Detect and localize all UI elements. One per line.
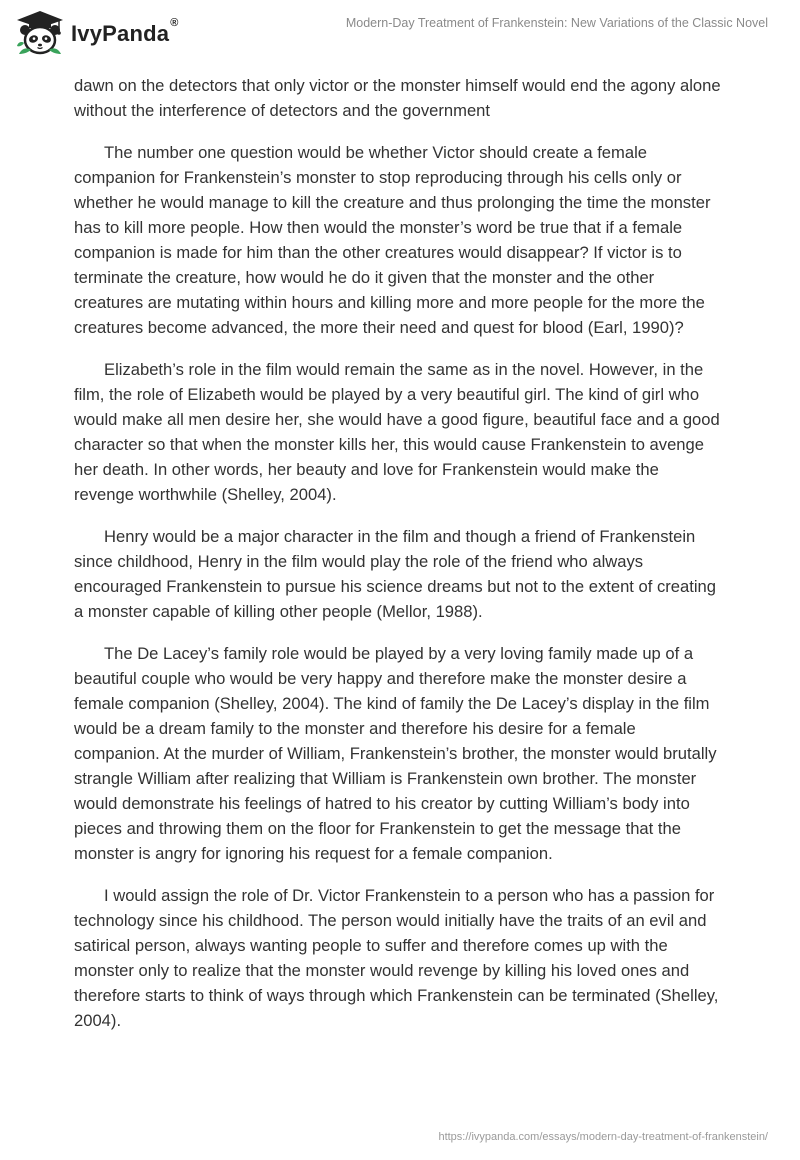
document-title: Modern-Day Treatment of Frankenstein: New Variations of the Classic Novel <box>345 16 768 30</box>
paragraph-elizabeth: Elizabeth’s role in the film would remain the same as in the novel. However, in the film, the role of Elizabeth would be played by a very beautiful girl. The kind of girl who would make all men desire her, she would have a good figure, beautiful face and a good character so that when the monster kills her, this would cause Frankenstein to avenge her death. In other words, her beauty and love for Frankenstein would make the revenge worthwhile (Shelley, 2004). <box>74 360 720 504</box>
paragraph-victor-role: I would assign the role of Dr. Victor Frankenstein to a person who has a passion for technology since his childhood. The person would initially have the traits of an evil and satirical person, always wanting people to suffer and therefore comes up with the monster only to realize that the monster would revenge by killing his loved ones and therefore starts to think of ways through which Frankenstein can be terminated (Shelley, 2004). <box>74 886 719 1030</box>
brand-name-text: IvyPanda <box>71 21 170 46</box>
essay-body <box>74 73 734 1050</box>
paragraph-victor-question: The number one question would be whether Victor should create a female companion for Frankenstein’s monster to stop reproducing through his cells only or whether he would manage to kill the creature and thus prolonging the time the monster has to kill more people. How then would the monster’s word be true that if a female companion is made for him than the other creatures would disappear? If victor is to terminate the creature, how would he do it given that the monster and the other creatures are mutating within hours and killing more and more people for the more the creatures become advanced, the more their need and quest for blood (Earl, 1990)? <box>74 143 711 337</box>
panda-graduate-icon <box>15 10 65 56</box>
page-header <box>0 0 800 60</box>
paragraph-henry: Henry would be a major character in the film and though a friend of Frankenstein since childhood, Henry in the film would play the role of the friend who always encouraged Frankenstein to pursue his science dreams but not to the extent of creating a monster capable of killing other people (Mellor, 1988). <box>74 527 717 621</box>
ivypanda-logo[interactable] <box>15 10 179 56</box>
paragraph-continuation: dawn on the detectors that only victor or the monster himself would end the agony alone without the interference of detectors and the government <box>74 76 721 120</box>
source-url[interactable]: https://ivypanda.com/essays/modern-day-treatment-of-frankenstein/ <box>438 1131 768 1143</box>
brand-name <box>71 17 179 47</box>
registered-mark: ® <box>170 17 179 29</box>
paragraph-de-lacey: The De Lacey’s family role would be played by a very loving family made up of a beautiful couple who would be very happy and therefore make the monster desire a female companion (Shelley, 2004). The kind of family the De Lacey’s display in the film would be a dream family to the monster and therefore his desire for a female companion. At the murder of William, Frankenstein’s brother, the monster would brutally strangle William after realizing that William is Frankenstein own brother. The monster would demonstrate his feelings of hatred to his creator by cutting William’s body into pieces and throwing them on the floor for Frankenstein to get the message that the monster is angry for ignoring his request for a female companion. <box>74 644 717 863</box>
